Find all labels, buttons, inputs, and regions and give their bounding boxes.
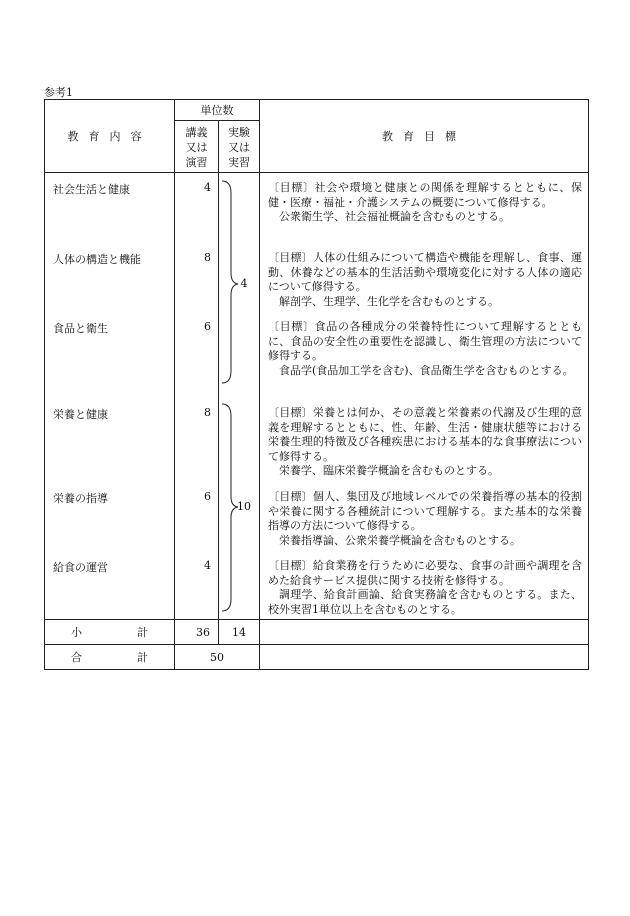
- subject-label: 食品と衛生: [53, 322, 108, 335]
- lecture-value: 8: [204, 406, 211, 419]
- total-value: 50: [175, 645, 260, 670]
- subtotal-lecture: 36: [175, 620, 219, 645]
- goals-column: [260, 173, 589, 620]
- lab-units-column: [219, 173, 260, 620]
- subject-label: 栄養の指導: [53, 492, 108, 505]
- curriculum-table: [44, 99, 589, 670]
- goal-text: 〔目標〕食品の各種成分の栄養特性について理解するとともに、食品の安全性の重要性を認識し、衛生管理の方法について修得する。 食品学(食品加工学を含む)、食品衛生学を含むものとする。: [268, 320, 582, 377]
- lecture-value: 4: [204, 181, 211, 194]
- subjects-column: [45, 173, 175, 620]
- reference-label: 参考1: [44, 86, 73, 99]
- total-goal-empty: [260, 645, 589, 670]
- total-label: 合 計: [45, 645, 175, 670]
- goal-text: 〔目標〕給食業務を行うために必要な、食事の計画や調理を含めた給食サービス提供に関する技術を修得する。 調理学、給食計画論、給食実務論を含むものとする。また、校外実習1単位以上を含むものとする。: [268, 559, 582, 616]
- subtotal-lab: 14: [219, 620, 260, 645]
- header-goal: 教育目標: [260, 100, 589, 173]
- subject-label: 社会生活と健康: [53, 183, 130, 196]
- header-units: 単位数: [175, 100, 260, 121]
- subtotal-goal-empty: [260, 620, 589, 645]
- lecture-value: 8: [204, 251, 211, 264]
- goal-text: 〔目標〕栄養とは何か、その意義と栄養素の代謝及び生理的意義を理解するとともに、性、年齢、生活・健康状態等における栄養生理的特徴及び各種疾患における基本的な食事療法について修得する。 栄養学、臨床栄養学概論を含むものとする。: [268, 406, 582, 477]
- lecture-value: 4: [204, 559, 211, 572]
- lecture-value: 6: [204, 320, 211, 333]
- goal-text: 〔目標〕社会や環境と健康との関係を理解するとともに、保健・医療・福祉・介護システムの概要について修得する。 公衆衛生学、社会福祉概論を含むものとする。: [268, 181, 582, 223]
- goal-text: 〔目標〕人体の仕組みについて構造や機能を理解し、食事、運動、休養などの基本的生活活動や環境変化に対する人体の適応について修得する。 解剖学、生理学、生化学を含むものとする。: [268, 251, 582, 308]
- header-lecture: 講義 又は 演習: [175, 121, 219, 173]
- subject-label: 人体の構造と機能: [53, 253, 141, 266]
- header-lab: 実験 又は 実習: [219, 121, 260, 173]
- brace-icon: [219, 173, 260, 619]
- lecture-value: 6: [204, 490, 211, 503]
- subject-label: 給食の運営: [53, 561, 108, 574]
- goal-text: 〔目標〕個人、集団及び地域レベルでの栄養指導の基本的役割や栄養に関する各種統計について理解する。また基本的な栄養指導の方法について修得する。 栄養指導論、公衆栄養学概論を含むものとする。: [268, 490, 582, 547]
- lab-group-value: 4: [240, 277, 248, 290]
- header-content: 教育内容: [45, 100, 175, 173]
- subject-label: 栄養と健康: [53, 408, 108, 421]
- lab-group-value: 10: [237, 500, 251, 513]
- subtotal-label: 小 計: [45, 620, 175, 645]
- lecture-units-column: [175, 173, 219, 620]
